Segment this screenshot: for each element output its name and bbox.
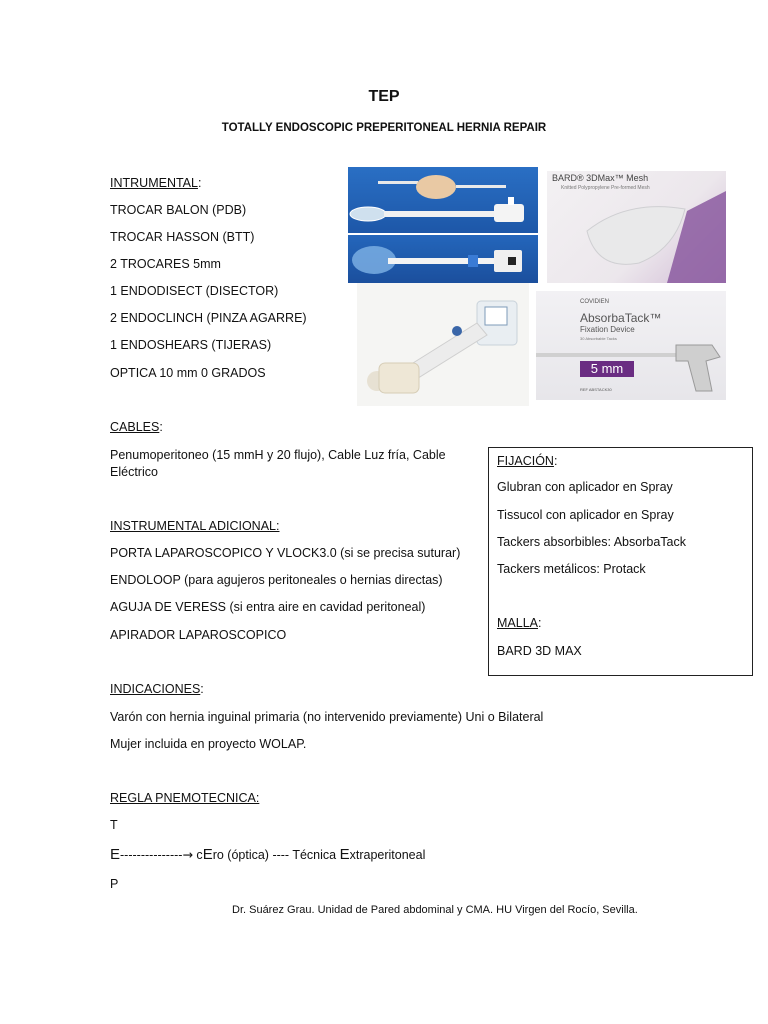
endodevice-photo [357,283,529,406]
regla-heading: REGLA PNEMOTECNICA: [110,791,260,805]
cables-text-line2: Eléctrico [110,465,158,479]
fijacion-item: Tackers metálicos: Protack [497,562,646,576]
indicacion-item: Mujer incluida en proyecto WOLAP. [110,737,307,751]
fijacion-heading: FIJACIÓN: [497,454,558,468]
size-badge: 5 mm [580,361,634,377]
ref-label: REF ABSTACK30 [580,387,612,392]
fixation-label: Fixation Device [580,325,635,334]
instrumental-adicional-heading: INSTRUMENTAL ADICIONAL: [110,519,280,533]
trocar-hasson-photo [348,235,538,283]
document-title: TEP [368,88,400,105]
bard-mesh-label: BARD® 3DMax™ Mesh [552,173,649,183]
footer-credit: Dr. Suárez Grau. Unidad de Pared abdominal y CMA. HU Virgen del Rocío, Sevilla. [232,904,638,916]
adicional-item: AGUJA DE VERESS (si entra aire en cavidad peritoneal) [110,600,426,614]
malla-value: BARD 3D MAX [497,644,582,658]
cables-heading: CABLES: [110,420,163,434]
regla-line-e: E---------------→ cEro (óptica) ---- Técnica Extraperitoneal [110,846,426,863]
adicional-item: APIRADOR LAPAROSCOPICO [110,628,287,642]
endodevice-image [357,283,529,406]
indicacion-item: Varón con hernia inguinal primaria (no intervenido previamente) Uni o Bilateral [110,710,544,724]
adicional-item: PORTA LAPAROSCOPICO Y VLOCK3.0 (si se precisa suturar) [110,546,461,560]
instrumental-heading: INTRUMENTAL: [110,176,202,190]
instrumental-item: OPTICA 10 mm 0 GRADOS [110,366,266,380]
trocar-hasson-image [348,235,538,283]
bard-mesh-photo [547,171,726,283]
fijacion-item: Tackers absorbibles: AbsorbaTack [497,535,686,549]
document-subtitle: TOTALLY ENDOSCOPIC PREPERITONEAL HERNIA REPAIR [221,122,547,134]
instrumental-item: 1 ENDODISECT (DISECTOR) [110,284,279,298]
instrumental-item: 1 ENDOSHEARS (TIJERAS) [110,338,272,352]
fijacion-item: Glubran con aplicador en Spray [497,480,673,494]
bard-mesh-sublabel: Knitted Polypropylene Pre-formed Mesh [561,185,650,191]
instrumental-item: TROCAR BALON (PDB) [110,203,247,217]
malla-heading: MALLA: [497,616,542,630]
regla-line-p: P [110,877,119,891]
tacker-image [536,291,726,400]
fijacion-item: Tissucol con aplicador en Spray [497,508,674,522]
adicional-item: ENDOLOOP (para agujeros peritoneales o hernias directas) [110,573,443,587]
trocar-balon-photo [348,167,538,233]
absorbatack-photo [536,291,726,400]
covidien-label: COVIDIEN [580,299,610,305]
indicaciones-heading: INDICACIONES: [110,682,204,696]
trocar-balon-image [348,167,538,233]
instrumental-item: 2 ENDOCLINCH (PINZA AGARRE) [110,311,307,325]
tacks-label: 30 Absorbable Tacks [580,336,617,341]
cables-text-line1: Penumoperitoneo (15 mmH y 20 flujo), Cable Luz fría, Cable [110,448,446,462]
absorbatack-label: AbsorbaTack™ [580,311,662,325]
instrumental-item: TROCAR HASSON (BTT) [110,230,255,244]
instrumental-item: 2 TROCARES 5mm [110,257,221,271]
mesh-image [547,171,726,283]
regla-line-t: T [110,818,118,832]
